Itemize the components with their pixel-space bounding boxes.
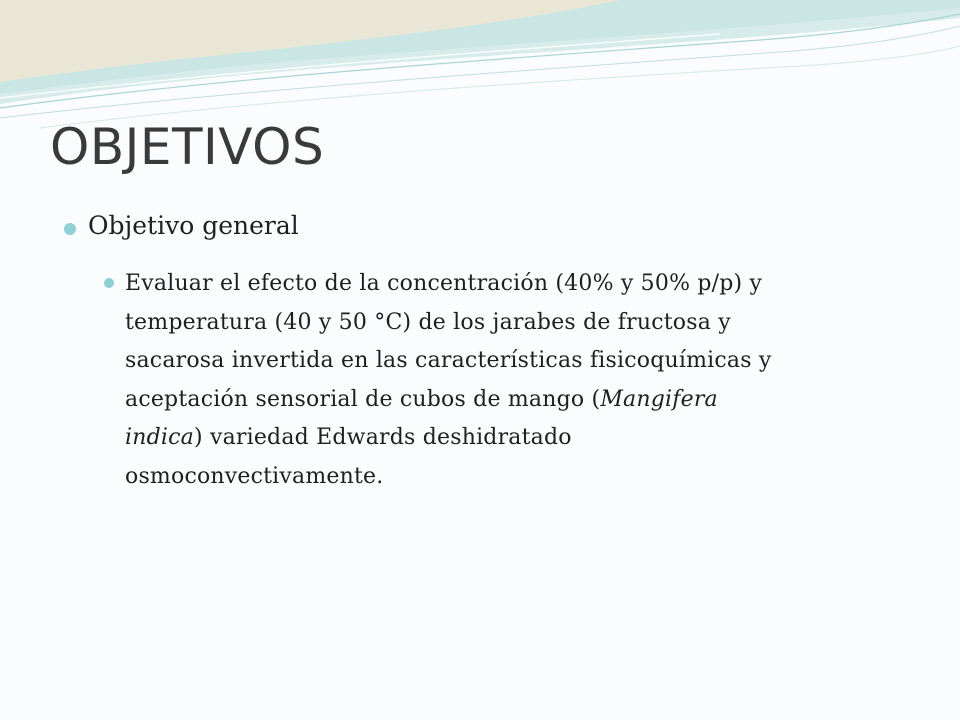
bullet-objetivo-general: Objetivo general: [88, 211, 299, 240]
paragraph-line: [125, 419, 905, 458]
paragraph-line: Evaluar el efecto de la concentración (40% y 50% p/p) y: [125, 271, 763, 296]
line-text: aceptación sensorial de cubos de mango (: [125, 386, 601, 412]
paragraph-line: temperatura (40 y 50 °C) de los jarabes de fructosa y: [125, 309, 731, 335]
paragraph-line: sacarosa invertida en las características fisicoquímicas y: [125, 348, 772, 373]
slide-title: OBJETIVOS: [50, 118, 325, 176]
species-name-italic: Mangifera: [600, 386, 718, 412]
objective-paragraph: [125, 265, 905, 496]
paragraph-line: [125, 381, 905, 420]
species-name-italic: indica: [125, 425, 194, 450]
bullet-icon: [64, 223, 76, 235]
paragraph-line: osmoconvectivamente.: [125, 463, 384, 489]
bullet-icon: [104, 278, 114, 288]
line-text: ) variedad Edwards deshidratado: [193, 425, 572, 450]
